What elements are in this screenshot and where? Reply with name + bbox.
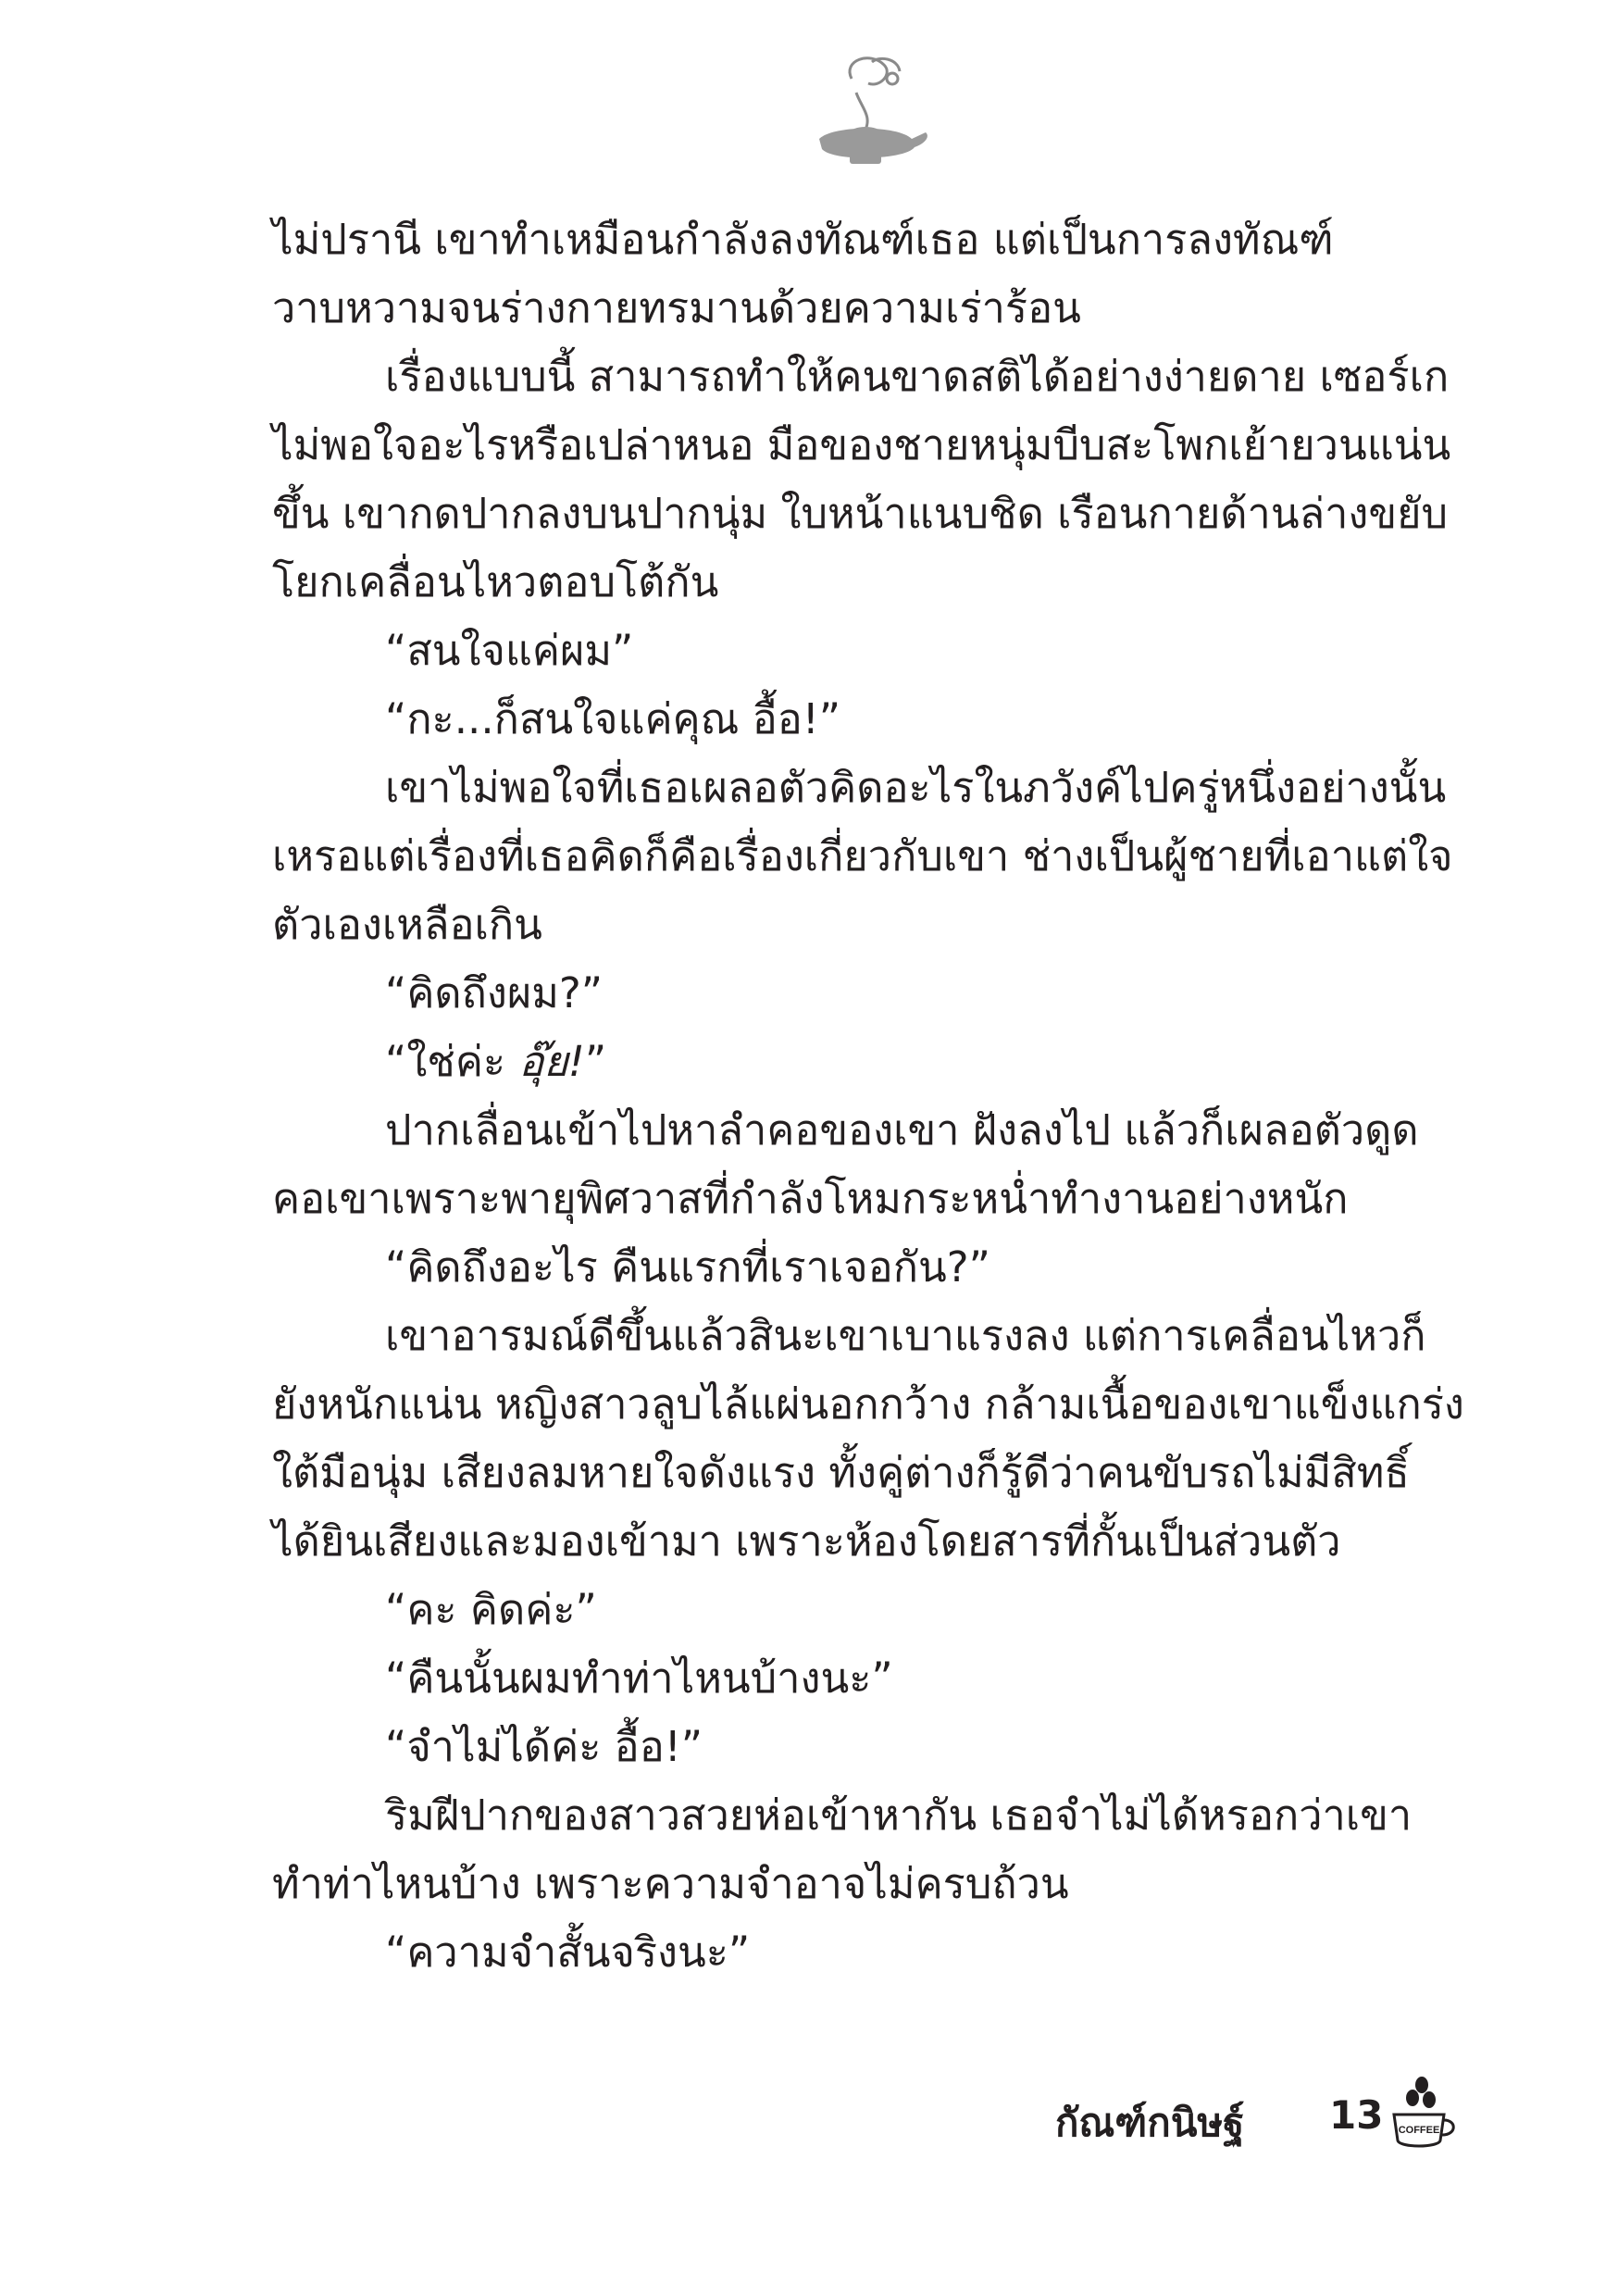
page-footer — [1055, 2072, 1481, 2183]
coffee-cup-icon — [1387, 2072, 1461, 2155]
book-title: กัณฑ์กนิษฐ์ — [1055, 2100, 1245, 2145]
genie-lamp-icon — [796, 51, 935, 171]
dialogue-text: “ใช่ค่ะ — [385, 1037, 519, 1086]
paragraph: “คะ คิดค่ะ” — [385, 1585, 597, 1634]
paragraph: เขาอารมณ์ดีขึ้นแล้วสินะเขาเบาแรงลง แต่การเคลื่อนไหวก็ยังหนักแน่น หญิงสาวลูบไล้แผ่นอกกว้าง กล้ามเนื้อของเขาแข็งแกร่งใต้มือนุ่ม เสียงลมหายใจดังแรง ทั้งคู่ต่างก็รู้ดีว่าคนขับรถไม่มีสิทธิ์ได้ยินเสียงและมองเข้ามา เพราะห้องโดยสารที่กั้นเป็นส่วนตัว — [272, 1311, 1464, 1566]
emphasis-text: อุ๊ย! — [518, 1037, 585, 1086]
dialogue-text: ” — [584, 1037, 607, 1086]
page-number: 13 — [1329, 2092, 1384, 2138]
paragraph: “คิดถึงอะไร คืนแรกที่เราเจอกัน?” — [385, 1242, 990, 1292]
paragraph: “คิดถึงผม?” — [385, 968, 604, 1017]
coffee-logo-text: COFFEE — [1398, 2125, 1440, 2136]
paragraph: เขาไม่พอใจที่เธอเผลอตัวคิดอะไรในภวังค์ไปครู่หนึ่งอย่างนั้นเหรอแต่เรื่องที่เธอคิดก็คือเรื่องเกี่ยวกับเขา ช่างเป็นผู้ชายที่เอาแต่ใจตัวเองเหลือเกิน — [272, 763, 1453, 949]
paragraph: “กะ...ก็สนใจแค่คุณ อื้อ!” — [385, 694, 841, 743]
paragraph: “จำไม่ได้ค่ะ อื้อ!” — [385, 1722, 703, 1771]
paragraph: เรื่องแบบนี้ สามารถทำให้คนขาดสติได้อย่างง่ายดาย เซอร์เกไม่พอใจอะไรหรือเปล่าหนอ มือของชายหนุ่มบีบสะโพกเย้ายวนแน่นขึ้น เขากดปากลงบนปากนุ่ม ใบหน้าแนบชิด เรือนกายด้านล่างขยับโยกเคลื่อนไหวตอบโต้กัน — [272, 352, 1451, 606]
paragraph: ปากเลื่อนเข้าไปหาลำคอของเขา ฝังลงไป แล้วก็เผลอตัวดูดคอเขาเพราะพายุพิศวาสที่กำลังโหมกระหน่ำทำงานอย่างหนัก — [272, 1105, 1419, 1223]
paragraph: ริมฝีปากของสาวสวยห่อเข้าหากัน เธอจำไม่ได้หรอกว่าเขาทำท่าไหนบ้าง เพราะความจำอาจไม่ครบถ้วน — [272, 1791, 1413, 1908]
paragraph: “สนใจแค่ผม” — [385, 626, 634, 675]
paragraph — [272, 1028, 1466, 1096]
paragraph: “ความจำสั้นจริงนะ” — [385, 1928, 751, 1977]
paragraph: ไม่ปรานี เขาทำเหมือนกำลังลงทัณฑ์เธอ แต่เป็นการลงทัณฑ์วาบหวามจนร่างกายทรมานด้วยความเร่าร้อน — [272, 215, 1334, 332]
paragraph: “คืนนั้นผมทำท่าไหนบ้างนะ” — [385, 1653, 893, 1703]
body-text — [272, 206, 1466, 1987]
